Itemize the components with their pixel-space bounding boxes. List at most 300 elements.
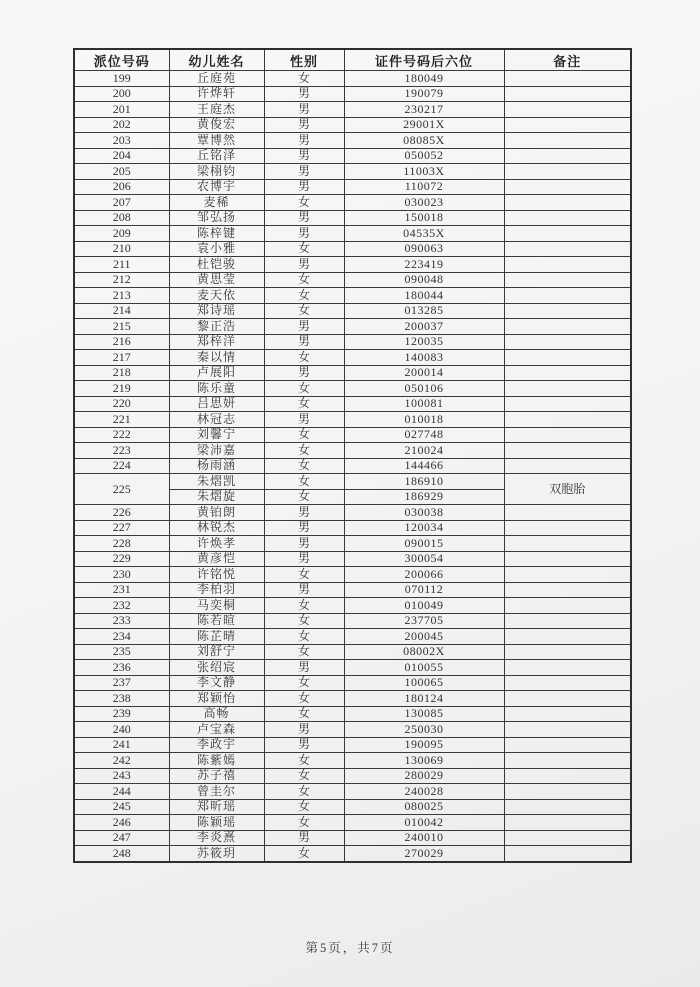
cell-child-name: 覃博然 bbox=[169, 133, 264, 149]
cell-gender: 男 bbox=[264, 257, 344, 273]
cell-child-name: 陈颖瑶 bbox=[169, 815, 264, 831]
cell-remark bbox=[504, 505, 631, 521]
table-row bbox=[74, 520, 631, 536]
cell-remark bbox=[504, 706, 631, 722]
cell-remark bbox=[504, 644, 631, 660]
cell-child-name: 丘铭泽 bbox=[169, 148, 264, 164]
cell-child-name: 许烨轩 bbox=[169, 86, 264, 102]
cell-child-name: 马奕桐 bbox=[169, 598, 264, 614]
cell-remark bbox=[504, 381, 631, 397]
cell-id-last6: 190079 bbox=[344, 86, 504, 102]
cell-lottery-number: 210 bbox=[74, 241, 169, 257]
cell-id-last6: 030038 bbox=[344, 505, 504, 521]
cell-remark bbox=[504, 551, 631, 567]
cell-id-last6: 110072 bbox=[344, 179, 504, 195]
column-header-4: 备注 bbox=[504, 49, 631, 71]
cell-id-last6: 230217 bbox=[344, 102, 504, 118]
cell-id-last6: 200066 bbox=[344, 567, 504, 583]
cell-remark bbox=[504, 117, 631, 133]
cell-gender: 女 bbox=[264, 706, 344, 722]
cell-gender: 男 bbox=[264, 582, 344, 598]
cell-id-last6: 010042 bbox=[344, 815, 504, 831]
table-row bbox=[74, 830, 631, 846]
cell-gender: 女 bbox=[264, 815, 344, 831]
cell-id-last6: 200037 bbox=[344, 319, 504, 335]
table-row bbox=[74, 551, 631, 567]
table-row bbox=[74, 71, 631, 87]
cell-gender: 女 bbox=[264, 71, 344, 87]
cell-child-name: 黎正浩 bbox=[169, 319, 264, 335]
cell-lottery-number: 235 bbox=[74, 644, 169, 660]
cell-remark bbox=[504, 846, 631, 862]
cell-id-last6: 010049 bbox=[344, 598, 504, 614]
cell-remark bbox=[504, 86, 631, 102]
table-row bbox=[74, 691, 631, 707]
table-row bbox=[74, 164, 631, 180]
cell-remark bbox=[504, 148, 631, 164]
cell-child-name: 郑诗瑶 bbox=[169, 303, 264, 319]
cell-gender: 女 bbox=[264, 396, 344, 412]
cell-id-last6: 200014 bbox=[344, 365, 504, 381]
cell-id-last6: 237705 bbox=[344, 613, 504, 629]
cell-remark bbox=[504, 334, 631, 350]
cell-gender: 男 bbox=[264, 536, 344, 552]
cell-remark bbox=[504, 598, 631, 614]
table-row bbox=[74, 117, 631, 133]
cell-gender: 男 bbox=[264, 505, 344, 521]
cell-gender: 女 bbox=[264, 629, 344, 645]
cell-lottery-number: 231 bbox=[74, 582, 169, 598]
table-row bbox=[74, 629, 631, 645]
cell-remark bbox=[504, 536, 631, 552]
column-header-2: 性别 bbox=[264, 49, 344, 71]
cell-gender: 女 bbox=[264, 489, 344, 505]
cell-gender: 女 bbox=[264, 784, 344, 800]
cell-gender: 女 bbox=[264, 427, 344, 443]
cell-child-name: 李文静 bbox=[169, 675, 264, 691]
cell-child-name: 曾圭尔 bbox=[169, 784, 264, 800]
table-row bbox=[74, 660, 631, 676]
cell-id-last6: 180049 bbox=[344, 71, 504, 87]
cell-id-last6: 240010 bbox=[344, 830, 504, 846]
cell-child-name: 秦以情 bbox=[169, 350, 264, 366]
cell-id-last6: 280029 bbox=[344, 768, 504, 784]
table-row bbox=[74, 272, 631, 288]
cell-lottery-number: 217 bbox=[74, 350, 169, 366]
cell-gender: 女 bbox=[264, 768, 344, 784]
cell-child-name: 郑昕瑶 bbox=[169, 799, 264, 815]
cell-remark bbox=[504, 241, 631, 257]
cell-gender: 女 bbox=[264, 691, 344, 707]
cell-id-last6: 090063 bbox=[344, 241, 504, 257]
cell-child-name: 许铭悦 bbox=[169, 567, 264, 583]
table-row bbox=[74, 319, 631, 335]
table-row bbox=[74, 195, 631, 211]
cell-child-name: 朱熠凯 bbox=[169, 474, 264, 490]
cell-lottery-number: 243 bbox=[74, 768, 169, 784]
table-row bbox=[74, 133, 631, 149]
cell-gender: 男 bbox=[264, 660, 344, 676]
table-row bbox=[74, 505, 631, 521]
roster-header-row bbox=[74, 49, 631, 71]
cell-lottery-number: 222 bbox=[74, 427, 169, 443]
cell-lottery-number: 220 bbox=[74, 396, 169, 412]
cell-child-name: 黄俊宏 bbox=[169, 117, 264, 133]
cell-id-last6: 120034 bbox=[344, 520, 504, 536]
cell-lottery-number: 207 bbox=[74, 195, 169, 211]
cell-child-name: 高畅 bbox=[169, 706, 264, 722]
cell-remark bbox=[504, 350, 631, 366]
cell-remark bbox=[504, 582, 631, 598]
cell-lottery-number: 236 bbox=[74, 660, 169, 676]
cell-gender: 男 bbox=[264, 334, 344, 350]
cell-lottery-number: 242 bbox=[74, 753, 169, 769]
cell-id-last6: 186929 bbox=[344, 489, 504, 505]
cell-gender: 女 bbox=[264, 381, 344, 397]
cell-child-name: 陈紫嫣 bbox=[169, 753, 264, 769]
table-row bbox=[74, 567, 631, 583]
cell-child-name: 苏筱玥 bbox=[169, 846, 264, 862]
cell-child-name: 黄彦恺 bbox=[169, 551, 264, 567]
cell-remark bbox=[504, 753, 631, 769]
cell-lottery-number: 209 bbox=[74, 226, 169, 242]
cell-child-name: 郑梓洋 bbox=[169, 334, 264, 350]
cell-id-last6: 070112 bbox=[344, 582, 504, 598]
cell-remark bbox=[504, 737, 631, 753]
table-row bbox=[74, 288, 631, 304]
cell-child-name: 王庭杰 bbox=[169, 102, 264, 118]
cell-child-name: 林冠志 bbox=[169, 412, 264, 428]
cell-remark bbox=[504, 815, 631, 831]
cell-child-name: 李炎熹 bbox=[169, 830, 264, 846]
cell-lottery-number: 227 bbox=[74, 520, 169, 536]
cell-lottery-number: 246 bbox=[74, 815, 169, 831]
table-row bbox=[74, 257, 631, 273]
table-row bbox=[74, 396, 631, 412]
table-row bbox=[74, 427, 631, 443]
cell-id-last6: 250030 bbox=[344, 722, 504, 738]
cell-remark bbox=[504, 257, 631, 273]
table-row bbox=[74, 412, 631, 428]
cell-remark bbox=[504, 830, 631, 846]
cell-remark bbox=[504, 210, 631, 226]
cell-gender: 男 bbox=[264, 412, 344, 428]
cell-lottery-number: 226 bbox=[74, 505, 169, 521]
cell-child-name: 刘舒宁 bbox=[169, 644, 264, 660]
cell-id-last6: 090015 bbox=[344, 536, 504, 552]
cell-child-name: 刘馨宁 bbox=[169, 427, 264, 443]
table-row bbox=[74, 365, 631, 381]
cell-child-name: 许焕孝 bbox=[169, 536, 264, 552]
cell-id-last6: 200045 bbox=[344, 629, 504, 645]
table-row bbox=[74, 381, 631, 397]
cell-gender: 男 bbox=[264, 210, 344, 226]
cell-lottery-number: 248 bbox=[74, 846, 169, 862]
cell-remark: 双胞胎 bbox=[504, 474, 631, 505]
cell-child-name: 陈梓键 bbox=[169, 226, 264, 242]
cell-id-last6: 013285 bbox=[344, 303, 504, 319]
cell-gender: 男 bbox=[264, 148, 344, 164]
cell-gender: 男 bbox=[264, 226, 344, 242]
cell-gender: 女 bbox=[264, 567, 344, 583]
cell-lottery-number: 240 bbox=[74, 722, 169, 738]
cell-id-last6: 027748 bbox=[344, 427, 504, 443]
cell-gender: 女 bbox=[264, 846, 344, 862]
cell-lottery-number: 228 bbox=[74, 536, 169, 552]
cell-lottery-number: 221 bbox=[74, 412, 169, 428]
column-header-0: 派位号码 bbox=[74, 49, 169, 71]
cell-gender: 女 bbox=[264, 644, 344, 660]
table-row bbox=[74, 86, 631, 102]
cell-remark bbox=[504, 179, 631, 195]
table-row bbox=[74, 753, 631, 769]
cell-gender: 男 bbox=[264, 117, 344, 133]
cell-remark bbox=[504, 567, 631, 583]
cell-remark bbox=[504, 288, 631, 304]
cell-lottery-number: 214 bbox=[74, 303, 169, 319]
cell-lottery-number: 216 bbox=[74, 334, 169, 350]
cell-remark bbox=[504, 691, 631, 707]
cell-lottery-number: 201 bbox=[74, 102, 169, 118]
cell-child-name: 黄铂朗 bbox=[169, 505, 264, 521]
cell-gender: 女 bbox=[264, 458, 344, 474]
cell-child-name: 麦天依 bbox=[169, 288, 264, 304]
cell-remark bbox=[504, 629, 631, 645]
table-row bbox=[74, 210, 631, 226]
cell-lottery-number: 205 bbox=[74, 164, 169, 180]
cell-lottery-number: 204 bbox=[74, 148, 169, 164]
cell-id-last6: 186910 bbox=[344, 474, 504, 490]
table-row bbox=[74, 846, 631, 862]
cell-lottery-number: 224 bbox=[74, 458, 169, 474]
cell-remark bbox=[504, 102, 631, 118]
cell-id-last6: 090048 bbox=[344, 272, 504, 288]
cell-id-last6: 04535X bbox=[344, 226, 504, 242]
cell-id-last6: 08002X bbox=[344, 644, 504, 660]
cell-lottery-number: 202 bbox=[74, 117, 169, 133]
cell-lottery-number: 211 bbox=[74, 257, 169, 273]
cell-child-name: 黄思莹 bbox=[169, 272, 264, 288]
cell-remark bbox=[504, 613, 631, 629]
cell-child-name: 陈乐童 bbox=[169, 381, 264, 397]
table-row bbox=[74, 737, 631, 753]
cell-id-last6: 150018 bbox=[344, 210, 504, 226]
cell-gender: 女 bbox=[264, 675, 344, 691]
cell-child-name: 卢宝森 bbox=[169, 722, 264, 738]
cell-id-last6: 144466 bbox=[344, 458, 504, 474]
column-header-3: 证件号码后六位 bbox=[344, 49, 504, 71]
cell-child-name: 李柏羽 bbox=[169, 582, 264, 598]
cell-gender: 女 bbox=[264, 799, 344, 815]
cell-lottery-number: 213 bbox=[74, 288, 169, 304]
cell-id-last6: 180044 bbox=[344, 288, 504, 304]
cell-lottery-number: 225 bbox=[74, 474, 169, 505]
cell-lottery-number: 238 bbox=[74, 691, 169, 707]
cell-child-name: 梁沛嘉 bbox=[169, 443, 264, 459]
cell-lottery-number: 237 bbox=[74, 675, 169, 691]
table-row bbox=[74, 784, 631, 800]
cell-child-name: 陈若暄 bbox=[169, 613, 264, 629]
cell-lottery-number: 203 bbox=[74, 133, 169, 149]
table-row bbox=[74, 768, 631, 784]
cell-child-name: 麦稀 bbox=[169, 195, 264, 211]
table-row bbox=[74, 706, 631, 722]
cell-child-name: 袁小雅 bbox=[169, 241, 264, 257]
table-row bbox=[74, 226, 631, 242]
cell-gender: 女 bbox=[264, 195, 344, 211]
cell-lottery-number: 239 bbox=[74, 706, 169, 722]
cell-lottery-number: 218 bbox=[74, 365, 169, 381]
cell-lottery-number: 245 bbox=[74, 799, 169, 815]
cell-remark bbox=[504, 226, 631, 242]
table-row bbox=[74, 102, 631, 118]
cell-lottery-number: 230 bbox=[74, 567, 169, 583]
cell-child-name: 邹弘扬 bbox=[169, 210, 264, 226]
cell-id-last6: 120035 bbox=[344, 334, 504, 350]
cell-id-last6: 100081 bbox=[344, 396, 504, 412]
cell-child-name: 吕思妍 bbox=[169, 396, 264, 412]
table-row bbox=[74, 148, 631, 164]
cell-id-last6: 190095 bbox=[344, 737, 504, 753]
table-row bbox=[74, 179, 631, 195]
cell-id-last6: 210024 bbox=[344, 443, 504, 459]
admission-lottery-table bbox=[73, 48, 632, 863]
table-row bbox=[74, 815, 631, 831]
table-row bbox=[74, 536, 631, 552]
cell-remark bbox=[504, 458, 631, 474]
page-number-footer: 第5页，共7页 bbox=[305, 941, 395, 955]
cell-gender: 女 bbox=[264, 288, 344, 304]
cell-remark bbox=[504, 520, 631, 536]
table-row bbox=[74, 675, 631, 691]
cell-remark bbox=[504, 722, 631, 738]
cell-lottery-number: 199 bbox=[74, 71, 169, 87]
cell-id-last6: 270029 bbox=[344, 846, 504, 862]
cell-remark bbox=[504, 427, 631, 443]
cell-gender: 女 bbox=[264, 272, 344, 288]
cell-remark bbox=[504, 319, 631, 335]
cell-gender: 男 bbox=[264, 133, 344, 149]
cell-gender: 男 bbox=[264, 164, 344, 180]
cell-lottery-number: 215 bbox=[74, 319, 169, 335]
table-row bbox=[74, 241, 631, 257]
cell-lottery-number: 208 bbox=[74, 210, 169, 226]
table-row bbox=[74, 443, 631, 459]
cell-gender: 女 bbox=[264, 753, 344, 769]
cell-gender: 男 bbox=[264, 551, 344, 567]
cell-remark bbox=[504, 443, 631, 459]
table-row bbox=[74, 303, 631, 319]
cell-child-name: 杨雨涵 bbox=[169, 458, 264, 474]
cell-id-last6: 010055 bbox=[344, 660, 504, 676]
cell-child-name: 朱熠旋 bbox=[169, 489, 264, 505]
cell-id-last6: 300054 bbox=[344, 551, 504, 567]
cell-id-last6: 08085X bbox=[344, 133, 504, 149]
cell-gender: 女 bbox=[264, 303, 344, 319]
cell-id-last6: 080025 bbox=[344, 799, 504, 815]
cell-gender: 女 bbox=[264, 598, 344, 614]
cell-child-name: 陈芷晴 bbox=[169, 629, 264, 645]
table-row bbox=[74, 474, 631, 490]
cell-lottery-number: 241 bbox=[74, 737, 169, 753]
cell-gender: 男 bbox=[264, 86, 344, 102]
cell-lottery-number: 229 bbox=[74, 551, 169, 567]
cell-remark bbox=[504, 195, 631, 211]
cell-remark bbox=[504, 799, 631, 815]
table-row bbox=[74, 799, 631, 815]
cell-child-name: 杜铠骏 bbox=[169, 257, 264, 273]
cell-remark bbox=[504, 660, 631, 676]
cell-child-name: 林锐杰 bbox=[169, 520, 264, 536]
cell-child-name: 苏子禧 bbox=[169, 768, 264, 784]
cell-remark bbox=[504, 675, 631, 691]
cell-lottery-number: 247 bbox=[74, 830, 169, 846]
cell-gender: 男 bbox=[264, 102, 344, 118]
cell-lottery-number: 234 bbox=[74, 629, 169, 645]
cell-id-last6: 050052 bbox=[344, 148, 504, 164]
cell-gender: 女 bbox=[264, 613, 344, 629]
cell-gender: 男 bbox=[264, 737, 344, 753]
cell-id-last6: 140083 bbox=[344, 350, 504, 366]
cell-gender: 男 bbox=[264, 365, 344, 381]
table-row bbox=[74, 644, 631, 660]
cell-gender: 女 bbox=[264, 350, 344, 366]
roster-table-body bbox=[74, 71, 631, 862]
cell-remark bbox=[504, 272, 631, 288]
cell-remark bbox=[504, 133, 631, 149]
cell-id-last6: 240028 bbox=[344, 784, 504, 800]
cell-id-last6: 11003X bbox=[344, 164, 504, 180]
cell-id-last6: 223419 bbox=[344, 257, 504, 273]
table-row bbox=[74, 458, 631, 474]
table-row bbox=[74, 350, 631, 366]
table-row bbox=[74, 613, 631, 629]
cell-remark bbox=[504, 365, 631, 381]
cell-lottery-number: 219 bbox=[74, 381, 169, 397]
table-row bbox=[74, 722, 631, 738]
cell-lottery-number: 206 bbox=[74, 179, 169, 195]
cell-child-name: 丘庭苑 bbox=[169, 71, 264, 87]
cell-lottery-number: 244 bbox=[74, 784, 169, 800]
cell-gender: 男 bbox=[264, 830, 344, 846]
cell-id-last6: 010018 bbox=[344, 412, 504, 428]
cell-remark bbox=[504, 164, 631, 180]
table-row bbox=[74, 334, 631, 350]
cell-child-name: 李政宇 bbox=[169, 737, 264, 753]
cell-id-last6: 29001X bbox=[344, 117, 504, 133]
cell-gender: 女 bbox=[264, 474, 344, 490]
table-row bbox=[74, 598, 631, 614]
cell-remark bbox=[504, 303, 631, 319]
cell-lottery-number: 223 bbox=[74, 443, 169, 459]
cell-id-last6: 050106 bbox=[344, 381, 504, 397]
cell-remark bbox=[504, 768, 631, 784]
table-row bbox=[74, 582, 631, 598]
cell-id-last6: 180124 bbox=[344, 691, 504, 707]
cell-lottery-number: 200 bbox=[74, 86, 169, 102]
cell-id-last6: 030023 bbox=[344, 195, 504, 211]
cell-gender: 男 bbox=[264, 179, 344, 195]
cell-id-last6: 100065 bbox=[344, 675, 504, 691]
cell-gender: 男 bbox=[264, 319, 344, 335]
cell-child-name: 农博宇 bbox=[169, 179, 264, 195]
cell-child-name: 卢展阳 bbox=[169, 365, 264, 381]
cell-remark bbox=[504, 396, 631, 412]
cell-id-last6: 130069 bbox=[344, 753, 504, 769]
cell-gender: 男 bbox=[264, 722, 344, 738]
cell-lottery-number: 212 bbox=[74, 272, 169, 288]
cell-lottery-number: 232 bbox=[74, 598, 169, 614]
